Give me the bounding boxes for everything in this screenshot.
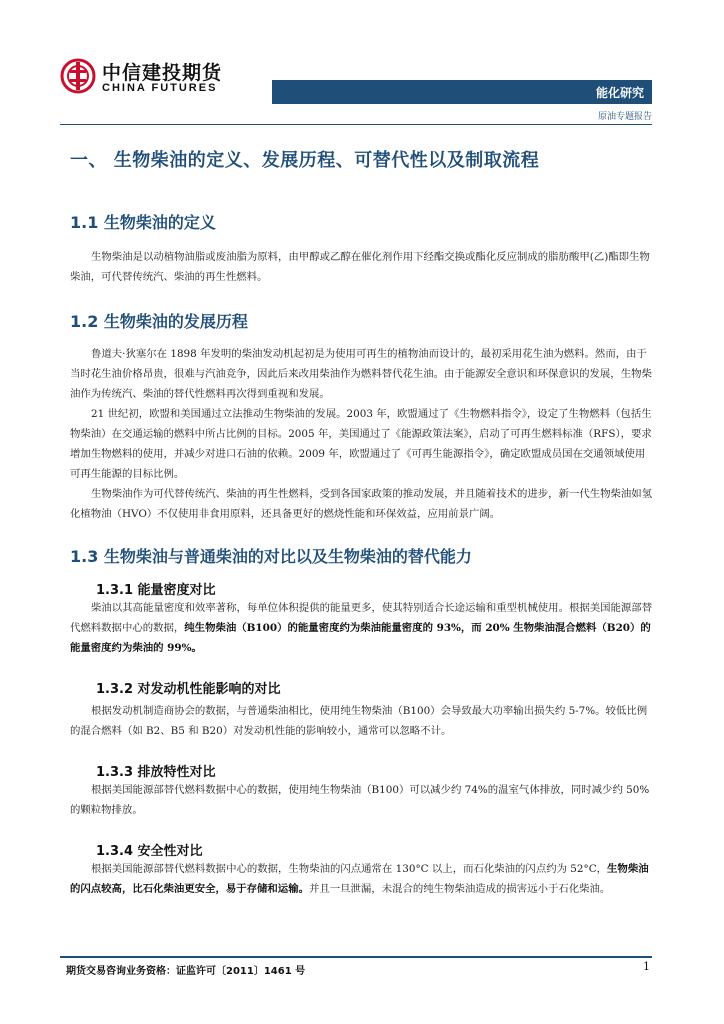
section-banner bbox=[272, 80, 652, 104]
page-number: 1 bbox=[643, 960, 650, 973]
china-futures-logo-icon bbox=[60, 58, 96, 94]
header-divider bbox=[60, 124, 652, 125]
energy-density-text: 柴油以其高能量密度和效率著称，每单位体积提供的能量更多，使其特别适合长途运输和重型机械使用。根据美国能源部替代燃料数据中心的数据， bbox=[70, 602, 653, 634]
section-title-1-2: 1.2 生物柴油的发展历程 bbox=[70, 312, 248, 331]
subsection-title-1-3-2: 1.3.2 对发动机性能影响的对比 bbox=[96, 682, 281, 697]
chapter-title: 一、 生物柴油的定义、发展历程、可替代性以及制取流程 bbox=[70, 150, 540, 171]
safety-text-b: 并且一旦泄漏，未混合的纯生物柴油造成的损害远小于石化柴油。 bbox=[308, 883, 611, 895]
subsection-1-3-3-paragraph: 根据美国能源部替代燃料数据中心的数据，使用纯生物柴油（B100）可以减少约 74%的温室气体排放，同时减少约 50%的颗粒物排放。 bbox=[70, 784, 650, 816]
section-1-1-paragraph: 生物柴油是以动植物油脂或废油脂为原料，由甲醇或乙醇在催化剂作用下经酯交换或酯化反应制成的脂肪酸甲(乙)酯即生物柴油，可代替传统汽、柴油的再生性燃料。 bbox=[70, 251, 650, 283]
section-1-2-paragraph-1: 鲁道夫·狄塞尔在 1898 年发明的柴油发动机起初是为使用可再生的植物油而设计的，最初采用花生油为燃料。然而，由于当时花生油价格昂贵，很难与汽油竞争，因此后来改用柴油作为燃料替代花生油。由于能源安全意识和环保意识的发展，生物柴油作为传统汽、柴油的替代性燃料再次得到重视和发展。 bbox=[70, 348, 652, 400]
footer-divider bbox=[60, 956, 652, 958]
page-header bbox=[0, 0, 724, 130]
subsection-title-1-3-1: 1.3.1 能量密度对比 bbox=[96, 583, 216, 598]
section-title-1-1: 1.1 生物柴油的定义 bbox=[70, 213, 216, 232]
brand-name-cn: 中信建投期货 bbox=[102, 62, 223, 84]
section-1-2-paragraph-3: 生物柴油作为可代替传统汽、柴油的再生性燃料，受到各国家政策的推动发展，并且随着技术的进步，新一代生物柴油如氢化植物油（HVO）不仅使用非食用原料，还具备更好的燃烧性能和环保效益，应用前景广阔。 bbox=[70, 488, 653, 520]
subsection-1-3-1-paragraph bbox=[70, 598, 654, 658]
report-type: 原油专题报告 bbox=[597, 112, 652, 122]
energy-density-conclusion: 纯生物柴油（B100）的能量密度约为柴油能量密度的 93%，而 20% 生物柴油混合燃料（B20）的能量密度约为柴油的 99%。 bbox=[70, 622, 651, 654]
subsection-1-3-2-paragraph: 根据发动机制造商协会的数据，与普通柴油相比，使用纯生物柴油（B100）会导致最大功率输出损失约 5-7%。较低比例的混合燃料（如 B2、B5 和 B20）对发动机性能的影响较小，通常可以忽略不计。 bbox=[70, 705, 648, 737]
license-statement: 期货交易咨询业务资格：证监许可〔2011〕1461 号 bbox=[66, 966, 306, 977]
section-1-2-paragraph-2: 21 世纪初，欧盟和美国通过立法推动生物柴油的发展。2003 年，欧盟通过了《生物燃料指令》，设定了生物燃料（包括生物柴油）在交通运输的燃料中所占比例的目标。2005 年，美国通过了《能源政策法案》，启动了可再生燃料标准（RFS），要求增加生物燃料的使用，并减少对进口石油的依赖。2009 年，欧盟通过了《可再生能源指令》，确定欧盟成员国在交通领域使用可再生能源的目标比例。 bbox=[70, 408, 652, 480]
subsection-1-3-4-paragraph bbox=[70, 859, 654, 899]
section-title-1-3: 1.3 生物柴油与普通柴油的对比以及生物柴油的替代能力 bbox=[70, 547, 472, 566]
subsection-title-1-3-4: 1.3.4 安全性对比 bbox=[96, 844, 203, 859]
brand-name-en: CHINA FUTURES bbox=[102, 82, 218, 94]
subsection-title-1-3-3: 1.3.3 排放特性对比 bbox=[96, 765, 216, 780]
report-body bbox=[70, 146, 654, 899]
banner-title: 能化研究 bbox=[595, 86, 644, 100]
safety-text-a: 根据美国能源部替代燃料数据中心的数据，生物柴油的闪点通常在 130°C 以上，而石化柴油的闪点约为 52°C， bbox=[91, 863, 608, 875]
safety-conclusion: 生物柴油的闪点较高，比石化柴油更安全，易于存储和运输。 bbox=[70, 863, 649, 895]
